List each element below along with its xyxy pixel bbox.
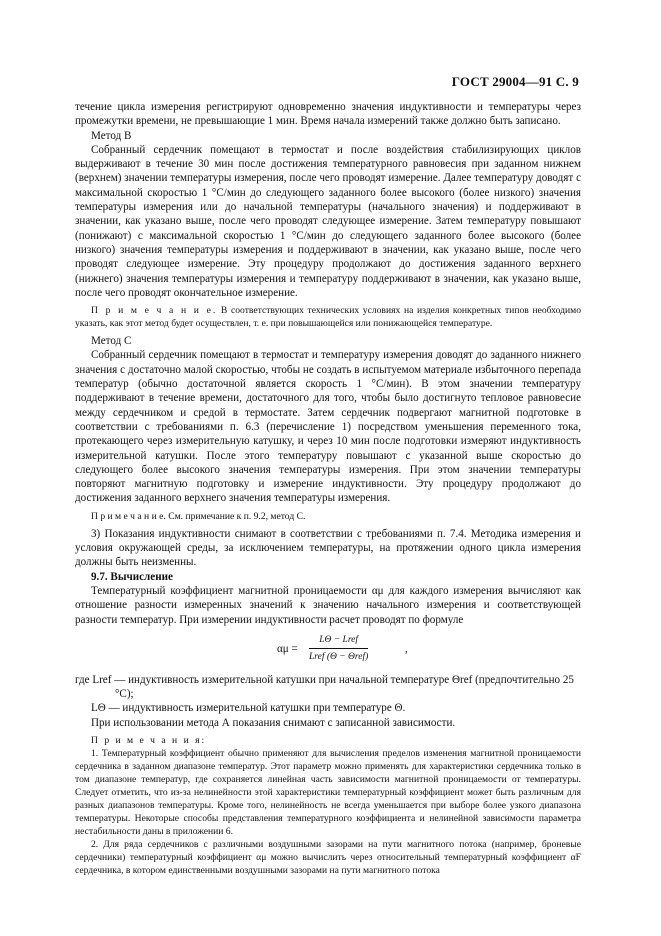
note-1: 1. Температурный коэффициент обычно применяют для вычисления пределов изменения магнитной проницаемости сердечника в заданном диапазоне температур. Этот параметр можно применять для характеристики сердечника только в том диапазоне температур, где сохраняется линейная часть зависимости магнитной проницаемости от температуры. Следует отметить, что из-за нелинейности этой характеристики температурный коэффициент может быть различным для разных диапазонов температуры. Кроме того, нелинейность не всегда уменьшается при выборе более узкого диапазона температуры. Некоторые способы представления температурного коэффициента и нелинейной зависимости параметра нестабильности даны в приложении 6. (75, 747, 581, 837)
note-label: П р и м е ч а н и е. (91, 510, 166, 522)
notes-label: П р и м е ч а н и я: (91, 734, 207, 746)
formula-lhs: αμ = (277, 642, 298, 655)
formula-numerator: LΘ − Lref (309, 633, 368, 649)
formula-comma: , (405, 642, 408, 655)
method-b-title: Метод В (91, 129, 132, 142)
note-text: В соответствующих технических условиях на изделия конкретных типов необходимо указать, как этот метод будет осуществлен, т. е. при повышающейся или понижающейся температуре. (75, 305, 581, 330)
note-2: 2. Для ряда сердечников с различными воздушными зазорами на пути магнитного потока (например, броневые сердечники) температурный коэффициент αμ можно вычислить через относительный температурный коэффициент αF сердечника, в котором единственными воздушными зазорами на пути магнитного потока (75, 838, 581, 876)
method-a-note: При использовании метода А показания снимают с записанной зависимости. (91, 716, 456, 729)
calculation-text: Температурный коэффициент магнитной проницаемости αμ для каждого измерения вычисляют как отношение разности измеренных значений к значению начального измерения и соответствующей разности температур. При измерении индуктивности расчет проводят по формуле (75, 584, 581, 626)
where-ltheta: LΘ — индуктивность измерительной катушки при температуре Θ. (91, 702, 406, 715)
formula-fraction (309, 633, 368, 665)
where-lref: где Lref — индуктивность измерительной катушки при начальной температуре Θref (предпочтительно 25 °С); (75, 673, 574, 701)
item-3: 3) Показания индуктивности снимают в соответствии с требованиями п. 7.4. Методика измерения и условия окружающей среды, за исключением температуры, на протяжении одного цикла измерения должны быть неизменны. (75, 527, 581, 569)
section-9-7-title: 9.7. Вычисление (91, 570, 173, 583)
paragraph-intro: течение цикла измерения регистрируют одновременно значения индуктивности и температуры через промежутки времени, не превышающие 1 мин. Время начала измерений также должно быть записано. (75, 101, 581, 128)
formula (75, 633, 581, 663)
method-c-text: Собранный сердечник помещают в термостат и температуру измерения доводят до заданного нижнего значения с достаточно малой скоростью, чтобы не создать в испытуемом материале избыточного перепада температур (обычно достаточной является скорость 1 °С/мин). В этом значении температуру поддерживают в течение времени, достаточного для того, чтобы было достигнуто тепловое равновесие между сердечником и средой в термостате. Затем сердечник подвергают магнитной подготовке в соответствии с требованиями п. 6.3 (перечисление 1) посредством уменьшения переменного тока, протекающего через измерительную катушку, и через 10 мин после подготовки измеряют индуктивность измерительной катушки. После этого температуру повышают с указанной выше скоростью до следующего более высокого значения температуры измерения. При этом значении температуры повторяют магнитную подготовку и измерение индуктивности. Эту процедуру продолжают до достижения заданного верхнего значения температуры измерения. (75, 349, 581, 505)
note-text: См. примечание к п. 9.2, метод С. (168, 510, 306, 522)
page-header: ГОСТ 29004—91 С. 9 (451, 74, 579, 89)
note-method-c (75, 510, 581, 523)
document-body (75, 100, 581, 877)
method-c-title: Метод С (91, 335, 132, 348)
formula-denominator: Lref (Θ − Θref) (309, 652, 369, 663)
note-method-b (75, 304, 581, 330)
note-label: П р и м е ч а н и е. (91, 305, 218, 317)
method-b-text: Собранный сердечник помещают в термостат и после воздействия стабилизирующих циклов выдерживают в течение 30 мин после достижения температурного равновесия при заданном нижнем (верхнем) значении температуры измерения, после чего проводят измерение. Далее температуру доводят с максимальной скоростью 1 °С/мин до следующего заданного более высокого (более низкого) значения температуры измерения или до начальной температуры (начального значения) и поддерживают в значении, как указано выше, после чего проводят следующее измерение. Затем температуру повышают (понижают) с максимальной скоростью 1 °С/мин до следующего заданного более высокого (более низкого) значения температуры измерения и поддерживают в значении, как указано выше, после чего проводят следующее измерение. Эту процедуру продолжают до достижения заданного верхнего (нижнего) значения температуры измерения и температуру поддерживают в значении, как указано выше, после чего проводят окончательное измерение. (75, 143, 581, 299)
